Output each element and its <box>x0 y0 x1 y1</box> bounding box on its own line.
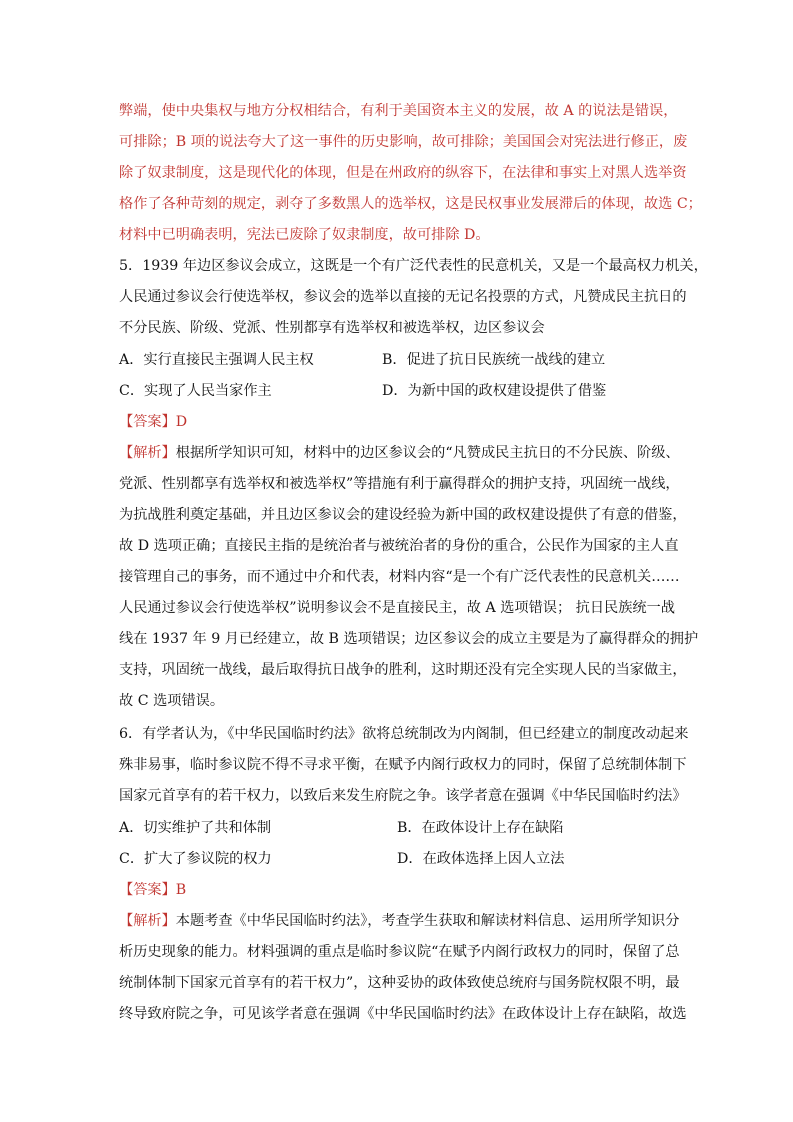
question-6-explanation-line: 统制体制下国家元首享有的若干权力”，这种妥协的政体致使总统府与国务院权限不明，最 <box>119 975 680 991</box>
question-5-option-d: D．为新中国的政权建设提供了借鉴 <box>382 383 607 399</box>
question-5-option-c: C．实现了人民当家作主 <box>119 383 272 399</box>
question-5-option-b: B．促进了抗日民族统一战线的建立 <box>382 352 606 368</box>
explanation-text: 根据所学知识可知，材料中的边区参议会的“凡赞成民主抗日的不分民族、阶级、 <box>175 445 680 461</box>
question-5-explanation-line: 线在 1937 年 9 月已经建立，故 B 选项错误；边区参议会的成立主要是为了赢得群众的拥护 <box>119 631 699 647</box>
question-5-stem-line: 5．1939 年边区参议会成立，这既是一个有广泛代表性的民意机关，又是一个最高权力机关， <box>119 258 708 274</box>
answer-value: B <box>175 882 187 898</box>
answer-label: 【答案】 <box>119 882 176 898</box>
question-6-stem-line: 6．有学者认为，《中华民国临时约法》欲将总统制改为内阁制，但已经建立的制度改动起来 <box>119 726 689 742</box>
explanation-label: 【解析】 <box>119 445 176 461</box>
question-6-answer <box>119 880 186 900</box>
explanation-line: 弊端，使中央集权与地方分权相结合，有利于美国资本主义的发展，故 A 的说法是错误， <box>119 103 678 119</box>
question-6-stem-line: 国家元首享有的若干权力，以致后来发生府院之争。该学者意在强调《中华民国临时约法》 <box>119 788 687 804</box>
explanation-line: 可排除；B 项的说法夸大了这一事件的历史影响，故可排除；美国国会对宪法进行修正，废 <box>119 134 688 150</box>
question-5-explanation-line: 故 D 选项正确；直接民主指的是统治者与被统治者的身份的重合，公民作为国家的主人直 <box>119 538 679 554</box>
question-5-explanation-line: 支持，巩固统一战线，最后取得抗日战争的胜利，这时期还没有完全实现人民的当家做主， <box>119 662 687 678</box>
question-6-explanation-line: 析历史现象的能力。材料强调的重点是临时参议院“在赋予内阁行政权力的同时，保留了总 <box>119 944 680 960</box>
explanation-label: 【解析】 <box>119 913 176 929</box>
explanation-line: 格作了各种苛刻的规定，剥夺了多数黑人的选举权，这是民权事业发展滞后的体现，故选 C； <box>119 196 702 212</box>
answer-value: D <box>175 414 188 430</box>
question-5-stem-line: 不分民族、阶级、党派、性别都享有选举权和被选举权，边区参议会 <box>119 320 545 336</box>
explanation-line: 除了奴隶制度，这是现代化的体现，但是在州政府的纵容下，在法律和事实上对黑人选举资 <box>119 165 687 181</box>
question-5-explanation-line <box>119 443 680 463</box>
question-6-stem-line: 殊非易事，临时参议院不得不寻求平衡，在赋予内阁行政权力的同时，保留了总统制体制下 <box>119 757 687 773</box>
question-6-option-a: A．切实维护了共和体制 <box>119 820 272 836</box>
question-6-explanation-line <box>119 911 679 931</box>
explanation-line: 材料中已明确表明，宪法已废除了奴隶制度，故可排除 D。 <box>119 227 490 243</box>
question-5-explanation-line: 接管理自己的事务，而不通过中介和代表，材料内容“是一个有广泛代表性的民意机关…… <box>119 569 680 585</box>
question-6-option-d: D．在政体选择上因人立法 <box>397 851 565 867</box>
question-6-option-b: B．在政体设计上存在缺陷 <box>397 820 564 836</box>
question-5-explanation-line: 党派、性别都享有选举权和被选举权”等措施有利于赢得群众的拥护支持，巩固统一战线， <box>119 476 680 492</box>
answer-label: 【答案】 <box>119 414 176 430</box>
question-5-explanation-line: 故 C 选项错误。 <box>119 693 225 709</box>
question-5-explanation-line: 人民通过参议会行使选举权”说明参议会不是直接民主，故 A 选项错误； 抗日民族统一战 <box>119 600 675 616</box>
question-5-explanation-line: 为抗战胜利奠定基础，并且边区参议会的建设经验为新中国的政权建设提供了有意的借鉴， <box>119 507 687 523</box>
question-5-stem-line: 人民通过参议会行使选举权，参议会的选举以直接的无记名投票的方式，凡赞成民主抗日的 <box>119 289 687 305</box>
question-5-answer <box>119 412 187 432</box>
question-6-option-c: C．扩大了参议院的权力 <box>119 851 272 867</box>
question-6-explanation-line: 终导致府院之争，可见该学者意在强调《中华民国临时约法》在政体设计上存在缺陷，故选 <box>119 1006 687 1022</box>
question-5-option-a: A．实行直接民主强调人民主权 <box>119 352 314 368</box>
explanation-text: 本题考查《中华民国临时约法》，考查学生获取和解读材料信息、运用所学知识分 <box>175 913 680 929</box>
